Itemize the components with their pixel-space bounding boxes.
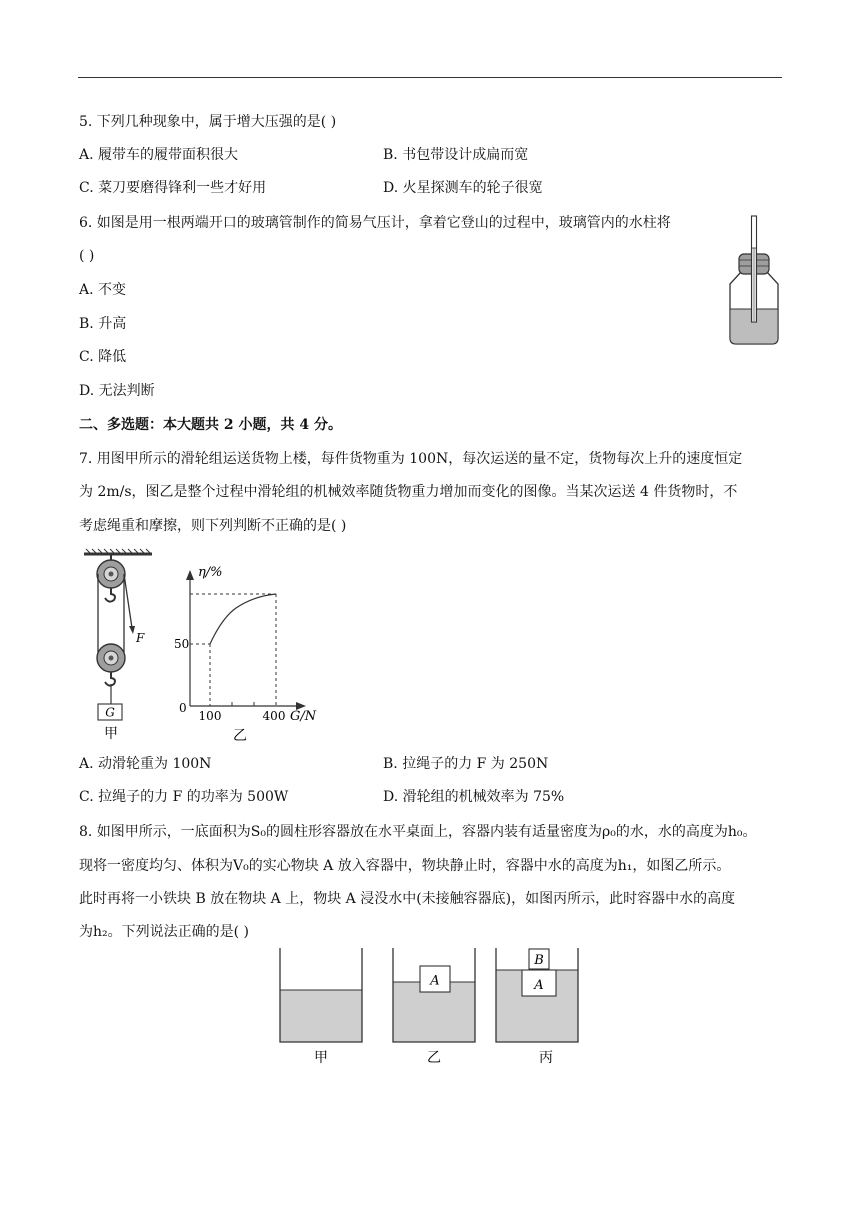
q5-option-b: B. 书包带设计成扁而宽 xyxy=(383,147,529,163)
q7-option-a: A. 动滑轮重为 100N xyxy=(79,756,212,772)
q6-option-d: D. 无法判断 xyxy=(79,383,155,399)
q5-stem: 5. 下列几种现象中，属于增大压强的是( ) xyxy=(79,114,337,130)
q6-paren: ( ) xyxy=(79,248,95,264)
container-yi-block-a: A xyxy=(430,973,440,989)
graph-x-axis-label: G/N xyxy=(290,709,317,724)
q6-option-b: B. 升高 xyxy=(79,316,127,332)
graph-y-axis-label: η/% xyxy=(198,565,223,580)
graph-x-tick-100: 100 xyxy=(198,709,222,723)
figure-jia-label: 甲 xyxy=(104,726,118,742)
q5-option-d: D. 火星探测车的轮子很宽 xyxy=(383,180,543,196)
section-heading: 二、多选题：本大题共 2 小题，共 4 分。 xyxy=(79,417,342,433)
efficiency-graph xyxy=(170,562,340,742)
graph-x-tick-400: 400 xyxy=(262,709,286,723)
q7-line-3: 考虑绳重和摩擦，则下列判断不正确的是( ) xyxy=(79,518,347,534)
q7-option-c: C. 拉绳子的力 F 的功率为 500W xyxy=(79,789,289,805)
q6-stem: 6. 如图是用一根两端开口的玻璃管制作的简易气压计，拿着它登山的过程中，玻璃管内的水柱将 xyxy=(79,215,671,231)
graph-y-tick-50: 50 xyxy=(174,637,190,651)
graph-origin-label: 0 xyxy=(179,701,187,715)
q5-option-a: A. 履带车的履带面积很大 xyxy=(79,147,239,163)
q6-option-a: A. 不变 xyxy=(79,282,127,298)
figure-yi-label: 乙 xyxy=(233,728,247,742)
pulley-force-label: F xyxy=(136,631,145,645)
container-bing-block-b: B xyxy=(534,953,544,968)
q8-line-3: 此时再将一小铁块 B 放在物块 A 上，物块 A 浸没水中(未接触容器底)，如图丙所示，此时容器中水的高度 xyxy=(79,891,736,907)
q7-option-b: B. 拉绳子的力 F 为 250N xyxy=(383,756,549,772)
container-bing-block-a: A xyxy=(534,978,544,993)
q7-option-d: D. 滑轮组的机械效率为 75% xyxy=(383,789,565,805)
pulley-weight-label: G xyxy=(105,705,115,720)
pulley-system-figure xyxy=(80,548,160,743)
q5-option-c: C. 菜刀要磨得锋利一些才好用 xyxy=(79,180,267,196)
q7-line-2: 为 2m/s，图乙是整个过程中滑轮组的机械效率随货物重力增加而变化的图像。当某次运送 4 件货物时，不 xyxy=(79,484,738,500)
q8-line-4: 为h₂。下列说法正确的是( ) xyxy=(79,924,250,940)
barometer-figure xyxy=(724,214,784,348)
q7-line-1: 7. 用图甲所示的滑轮组运送货物上楼，每件货物重为 100N，每次运送的量不定，货物每次上升的速度恒定 xyxy=(79,451,743,467)
containers-figure xyxy=(276,946,586,1070)
container-jia-label: 甲 xyxy=(314,1050,328,1066)
container-bing-label: 丙 xyxy=(539,1050,553,1066)
q8-line-1: 8. 如图甲所示，一底面积为S₀的圆柱形容器放在水平桌面上，容器内装有适量密度为ρ₀的水，水的高度为h₀。 xyxy=(79,824,757,840)
q8-line-2: 现将一密度均匀、体积为V₀的实心物块 A 放入容器中，物块静止时，容器中水的高度为h₁，如图乙所示。 xyxy=(79,858,731,874)
header-rule xyxy=(78,77,782,78)
container-yi-label: 乙 xyxy=(427,1050,441,1066)
q6-option-c: C. 降低 xyxy=(79,349,127,365)
